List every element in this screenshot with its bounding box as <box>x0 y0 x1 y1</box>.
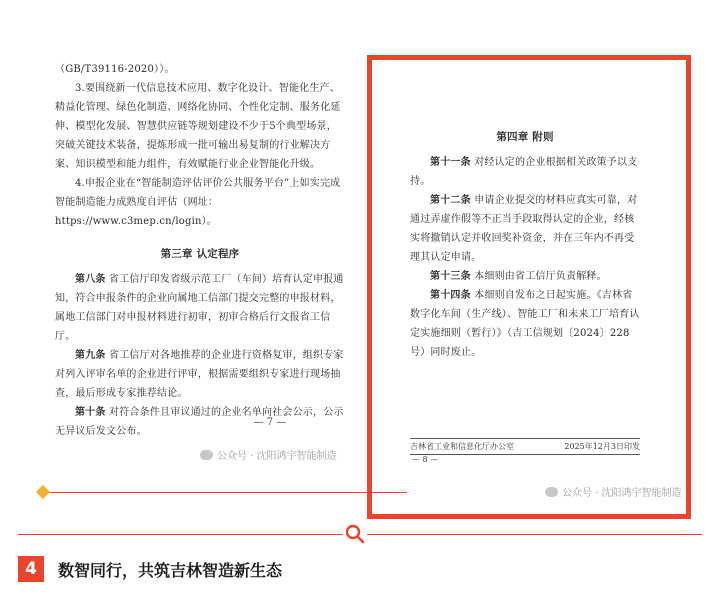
right-document-page <box>410 128 640 362</box>
diamond-marker-icon <box>36 485 50 499</box>
article-14-text: 本细则自发布之日起实施。《吉林省数字化车间（生产线）、智能工厂和未来工厂培育认定实施细则（暂行）》（吉工信规划〔2024〕228号）同时废止。 <box>410 290 640 358</box>
article-13-text: 本细则由省工信厅负责解释。 <box>470 271 607 282</box>
left-page-number: — 7 — <box>253 417 287 428</box>
section-number-badge: 4 <box>18 556 44 582</box>
left-watermark <box>200 447 337 462</box>
left-url-line: https://www.c3mep.cn/login）。 <box>55 216 218 227</box>
search-icon <box>343 522 367 546</box>
article-13 <box>410 267 640 286</box>
article-8-text: 省工信厅印发省级示范工厂（车间）培育认定申报通知，符合申报条件的企业向属地工信部门提交完整的申报材料，属地工信部门对申报材料进行初审，初审合格后行文报省工信厅。 <box>55 274 344 342</box>
article-12-label: 第十二条 <box>430 195 471 206</box>
article-11 <box>410 153 640 191</box>
left-line-0: （GB/T39116-2020））。 <box>55 64 175 75</box>
document-footer <box>410 438 640 455</box>
left-document-page <box>55 60 345 441</box>
article-12-text: 申请企业提交的材料应真实可靠，对通过弄虚作假等不正当手段取得认定的企业，经核实将撤销认定并收回奖补资金，并在三年内不再受理其认定申请。 <box>410 195 638 263</box>
marker-line <box>50 492 407 493</box>
article-10-text: 对符合条件且审议通过的企业名单向社会公示，公示无异议后发文公布。 <box>55 407 344 437</box>
right-watermark <box>545 484 682 499</box>
section-title: 数智同行，共筑吉林智造新生态 <box>58 561 283 580</box>
article-13-label: 第十三条 <box>430 271 471 282</box>
footer-issuer: 吉林省工业和信息化厅办公室 <box>410 442 514 451</box>
article-12 <box>410 191 640 267</box>
article-9-label: 第九条 <box>75 350 106 361</box>
article-11-text: 对经认定的企业根据相关政策予以支持。 <box>410 157 638 187</box>
article-8 <box>55 270 345 346</box>
article-9-text: 省工信厅对各地推荐的企业进行资格复审，组织专家对列入评审名单的企业进行评审，根据需要组织专家进行现场抽查，最后形成专家推荐结论。 <box>55 350 344 399</box>
wechat-icon <box>545 487 558 497</box>
chapter-3-title: 第三章 认定程序 <box>160 248 240 260</box>
right-page-number: — 8 — <box>411 455 439 464</box>
article-14-label: 第十四条 <box>430 290 471 301</box>
chapter-4-title: 第四章 附则 <box>496 131 554 143</box>
right-watermark-text: 公众号 · 沈阳鸿宇智能制造 <box>562 488 682 499</box>
wechat-icon <box>200 450 213 460</box>
article-8-label: 第八条 <box>75 274 106 285</box>
left-paragraph-3: 3.要围绕新一代信息技术应用、数字化设计、智能化生产、精益化管理、绿色化制造、网络化协同、个性化定制、服务化延伸、模型化发展、智慧供应链等规划建设不少于5个典型场景，突破关键技术装备，提炼形成一批可输出易复制的行业解决方案、知识模型和能力组件，有效赋能行业企业智能化升级。 <box>55 83 341 170</box>
left-paragraph-4: 4.申报企业在“智能制造评估评价公共服务平台”上如实完成智能制造能力成熟度自评估（网址： <box>55 178 341 208</box>
article-9 <box>55 346 345 403</box>
left-watermark-text: 公众号 · 沈阳鸿宇智能制造 <box>217 451 337 462</box>
article-14 <box>410 286 640 362</box>
article-11-label: 第十一条 <box>430 157 471 168</box>
article-10-label: 第十条 <box>75 407 106 418</box>
footer-date: 2025年12月3日印发 <box>564 442 640 451</box>
